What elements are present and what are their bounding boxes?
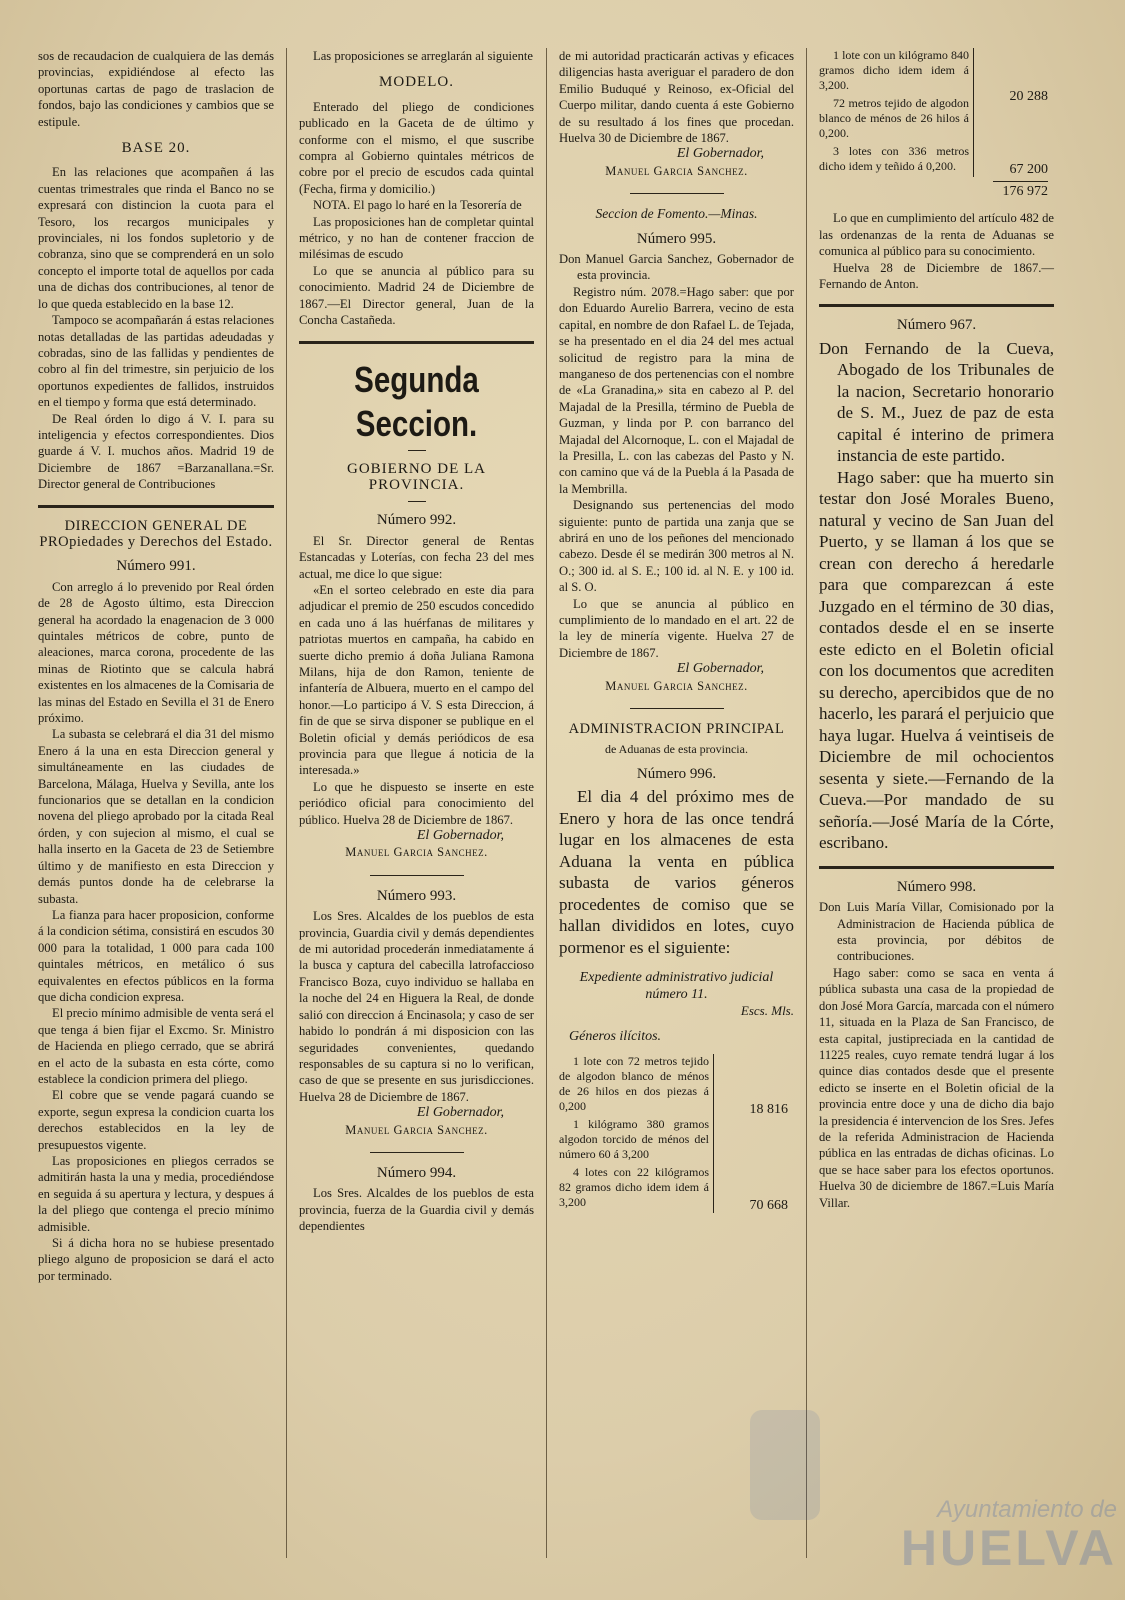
lot-amount: 18 816 <box>749 1101 788 1117</box>
signature-name: Manuel Garcia Sanchez. <box>605 678 748 693</box>
lot-row <box>559 1054 794 1165</box>
base-20-heading: BASE 20. <box>121 140 191 157</box>
section-heading-direccion: DIRECCION GENERAL DE PROpiedades y Derechos del Estado. <box>39 517 273 550</box>
paragraph: Lo que se anuncia al público para su conocimiento. Madrid 24 de Diciembre de 1867.—El Director general, Juan de la Concha Castañeda. <box>299 263 534 328</box>
paragraph: Designando sus pertenencias del modo siguiente: punto de partida una zanja que se abrirá en uno de los peñones del mencionado cabezo. Desde él se medirán 300 metros al N. O.; 300 id. al S. E.; 100 id. al N. E. y 100 id. al S. O. <box>559 498 794 595</box>
watermark-line: HUELVA <box>900 1520 1117 1576</box>
paragraph: Los Sres. Alcaldes de los pueblos de esta provincia, Guardia civil y demás dependientes de mi autoridad procederán inmediatamente á la busca y captura del cabecilla latrofaccioso Francisco Boza, cuyo individuo se hallaba en la noche del 24 en Higuera la Real, de donde salió con direccion á Encinasola; y caso de ser habido lo pondrán á mi disposicion con las seguridades convenientes, quedando responsables de su captura si no lo verifican, caso de que se presente en sus jurisdicciones. Huelva 28 de Diciembre de 1867. <box>299 909 534 1104</box>
divider <box>408 501 426 502</box>
lot-item: 4 lotes con 22 kilógramos 82 gramos dicho idem idem á 3,200 <box>559 1164 709 1209</box>
paragraph: Si á dicha hora no se hubiese presentado pliego alguno de proposicion se dará el acto por terminado. <box>38 1236 274 1283</box>
paragraph: Con arreglo á lo prevenido por Real órden de 28 de Agosto último, esta Direccion general ha acordado la enagenacion de 3 000 quintales métricos de cobre, punto de aleaciones, marca corona, procedente de las minas de Riotinto que se calcula habrá existentes en los almacenes de la Comisaria de las minas del Estado en Sevilla el 31 de Enero próximo. <box>38 579 274 726</box>
lot-description <box>819 144 974 177</box>
notice-body <box>559 786 794 958</box>
notice-number-996: Número 996. <box>636 765 717 782</box>
lot-description <box>819 48 974 144</box>
watermark-line: Ayuntamiento de <box>937 1496 1117 1523</box>
paragraph: Huelva 28 de Diciembre de 1867.—Fernando de Anton. <box>819 260 1054 292</box>
signature-name: Manuel Garcia Sanchez. <box>605 163 748 178</box>
notice-number-991: Número 991. <box>116 558 196 575</box>
signature-title: El Gobernador, <box>416 1105 504 1121</box>
notice-number-967: Número 967. <box>896 317 977 334</box>
paragraph: El Sr. Director general de Rentas Estancadas y Loterías, con fecha 23 del mes actual, me dice lo que sigue: <box>299 533 534 581</box>
paragraph: El cobre que se vende pagará cuando se exporte, segun expresa la condicion cuarta los derechos establecidos en la ley de presupuestos vigente. <box>38 1088 274 1152</box>
goods-heading: Géneros ilícitos. <box>569 1029 662 1045</box>
paragraph: La fianza para hacer proposicion, conforme á la condicion sétima, consistirá en escudos 30 000 para la totalidad, 1 000 para cada 100 quintales métricos, en metálico ó sus equivalentes en efectos públicos en la forma que dicha condicion expresa. <box>38 907 274 1004</box>
signature-title: El Gobernador, <box>416 828 504 844</box>
lot-amount: 67 200 <box>1009 162 1048 177</box>
section-heading-gobierno: GOBIERNO DE LA PROVINCIA. <box>347 460 486 493</box>
lot-row <box>819 48 1054 144</box>
paragraph: Los Sres. Alcaldes de los pueblos de esta provincia, fuerza de la Guardia civil y demás dependientes <box>299 1186 534 1234</box>
divider <box>819 866 1054 869</box>
divider <box>370 875 464 876</box>
lot-total: 176 972 <box>1002 184 1048 199</box>
paragraph: El precio mínimo admisible de venta será el que tenga á bien fijar el Excmo. Sr. Ministro de Hacienda en pliego cerrado, que se abrirá en el acto de la subasta en esta córte, como establece la condicion primera del pliego. <box>38 1006 274 1086</box>
column-1 <box>26 48 286 1558</box>
divider <box>630 708 724 709</box>
modelo-heading: MODELO. <box>379 74 454 91</box>
lot-amount: 70 668 <box>749 1197 788 1213</box>
divider <box>408 450 426 451</box>
lot-description <box>559 1165 714 1213</box>
notice-number-994: Número 994. <box>376 1164 457 1181</box>
paragraph: «En el sorteo celebrado en este dia para adjudicar el premio de 250 escudos concedido en cada uno á las huérfanas de militares y patriotas muertos en campaña, ha cabido en suerte dicho premio á doña Juliana Ramona Milans, hija de don Ramon, teniente de infantería de Albuera, muerto en el campo del honor.—Lo participo á V. S esta Direccion, á fin de que se sirva disponer se publique en el Boletin oficial y demás periódicos de esa provincia para que llegue á noticia de la interesada.» <box>299 582 534 778</box>
lot-item: 1 lote con un kilógramo 840 gramos dicho idem idem á 3,200. <box>819 48 969 92</box>
lot-description <box>559 1054 714 1165</box>
notice-number-992: Número 992. <box>376 512 457 529</box>
paragraph: Tampoco se acompañarán á estas relaciones notas detalladas de las partidas adeudadas y cobradas, sino de las fallidas y pendientes de cobro al fin del trimestre, sin perjuicio de los oportunos expedientes de fallidos, instruidos en el tiempo y forma que está determinado. <box>38 313 274 410</box>
paragraph: Enterado del pliego de condiciones publicado en la Gaceta de de último y conforme con el mismo, el que suscribe compra al Gobierno quintales métricos de cobre por el precio de escudos cada quintal (Fecha, firma y domicilio.) <box>299 99 534 196</box>
signature-name: Manuel Garcia Sanchez. <box>345 845 488 860</box>
lot-item: 3 lotes con 336 metros dicho idem y teñido á 0,200. <box>819 144 969 173</box>
paragraph: La subasta se celebrará el dia 31 del mismo Enero á la una en esta Direccion general y simultáneamente en las ciudades de Barcelona, Málaga, Huelva y Sevilla, ante los funcionarios que se detallan en la condicion novena del pliego aprobado por la citada Real órden, y con sujecion al mismo, el cual se halla inserto en la Gaceta de 23 de Setiembre último y de manifiesto en esta Direccion y demás puntos donde ha de celebrarse la subasta. <box>38 727 274 906</box>
lot-item: 72 metros tejido de algodon blanco de ménos de 26 hilos á 0,200. <box>819 96 969 140</box>
notice-body <box>819 338 1054 854</box>
divider <box>819 304 1054 307</box>
notice-number-998: Número 998. <box>896 878 977 895</box>
paragraph: Las proposiciones han de completar quintal métrico, y no han de contener fraccion de milésimas de escudo <box>299 214 534 262</box>
divider <box>299 341 534 344</box>
signature-title: El Gobernador, <box>676 661 764 677</box>
lot-item: 1 kilógramo 380 gramos algodon torcido de ménos del número 60 á 3,200 <box>559 1116 709 1161</box>
paragraph: En las relaciones que acompañen á las cuentas trimestrales que rinda el Banco no se expresará con distincion la cuota para el Tesoro, los recargos municipales y provinciales, ni los fondos supletorio y de cobranza, sino que se comprenderá en un solo concepto el importe total de aquellos por cada una de dichas dos contribuciones, al tenor de lo que queda establecido en la base 12. <box>38 165 274 311</box>
expediente-heading: Expediente administrativo judicial número 11. <box>579 970 774 1002</box>
signature-name: Manuel Garcia Sanchez. <box>345 1122 488 1137</box>
paragraph: Hago saber: que ha muerto sin testar don José Morales Bueno, natural y vecino de San Juan del Puerto, y se llaman á los que se crean con derecho á heredarle para que comparezcan á este Juzgado en el término de 30 dias, contados desde el en se inserte este edicto en el Boletin oficial con los documentos que acrediten su derecho, apercibidos que de no hacerlo, les parará el perjuicio que haya lugar. Huelva á veintiseis de Diciembre de mil ochocientos sesenta y siete.—Fernando de la Cueva.—Por mandado de su señoría.—José María de la Córte, escribano. <box>819 467 1054 853</box>
section-heading-fomento: Seccion de Fomento.—Minas. <box>595 206 758 222</box>
notice-number-993: Número 993. <box>376 887 457 904</box>
column-3 <box>546 48 806 1558</box>
divider <box>38 505 274 508</box>
total-rule <box>993 181 1048 182</box>
paragraph: Las proposiciones en pliegos cerrados se admitirán hasta la una y media, procediéndose en seguida á su apertura y lectura, y despues á la del pliego que contenga el precio mínimo admisible. <box>38 1154 274 1234</box>
paragraph: sos de recaudacion de cualquiera de las demás provincias, expidiéndose al efecto las oportunas cartas de pago de traslacion de fondos, bajo las condiciones y cambios que se estipule. <box>38 49 274 129</box>
library-seal-shadow <box>750 1410 820 1520</box>
notice-number-995: Número 995. <box>636 230 717 247</box>
lot-row <box>819 144 1054 177</box>
divider <box>630 193 724 194</box>
paragraph: Don Fernando de la Cueva, Abogado de los Tribunales de la nacion, Secretario honorario de S. M., Juez de paz de esta capital é interino de primera instancia de este partido. <box>819 338 1054 466</box>
divider <box>370 1152 464 1153</box>
section-heading-admin: ADMINISTRACION PRINCIPAL <box>568 721 785 738</box>
paragraph: Las proposiciones se arreglarán al siguiente <box>313 49 533 63</box>
lot-amount: 20 288 <box>1009 88 1048 104</box>
signature-title: El Gobernador, <box>676 146 764 162</box>
paragraph: Hago saber: como se saca en venta á pública subasta una casa de la propiedad de don José Mora García, marcada con el número 11, situada en la Plaza de San Francisco, de esta capital, justipreciada en la cantidad de 11225 reales, cuyo remate tendrá lugar á los quince dias contados desde que el presente edicto se inserte en el Boletin oficial de la provincia entre doce y una de dicho dia bajo la presidencia é intervencion de los Sres. Jefes de la referida Administracion de Hacienda pública en las entradas de dichas oficinas. Lo que se hace saber para los efectos oportunos. Huelva 30 de diciembre de 1867.=Luis María Villar. <box>819 965 1054 1210</box>
currency-heading: Escs. Mls. <box>740 1003 794 1019</box>
paragraph: Lo que en cumplimiento del artículo 482 de las ordenanzas de la renta de Aduanas se comunica al público para su conocimiento. <box>819 211 1054 259</box>
section-subheading: de Aduanas de esta provincia. <box>605 742 748 757</box>
lot-row <box>559 1165 794 1213</box>
lot-item: 1 lote con 72 metros tejido de algodon blanco de ménos de 26 hilos en dos piezas á 0,200 <box>559 1053 709 1113</box>
paragraph: Lo que he dispuesto se inserte en este periódico oficial para conocimiento del público. Huelva 28 de Diciembre de 1867. <box>299 779 534 827</box>
column-4 <box>806 48 1066 1558</box>
paragraph: Don Manuel Garcia Sanchez, Gobernador de esta provincia. <box>559 252 794 283</box>
paragraph: De Real órden lo digo á V. I. para su inteligencia y efectos correspondientes. Dios guarde á V. I. muchos años. Madrid 19 de Diciembre de 1867 =Barzanallana.=Sr. Director general de Contribuciones <box>38 411 274 492</box>
paragraph: Lo que se anuncia al público en cumplimiento de lo mandado en el art. 22 de la ley de minería vigente. Huelva 27 de Diciembre de 1867. <box>559 596 794 660</box>
paragraph: Registro núm. 2078.=Hago saber: que por don Eduardo Aurelio Barrera, vecino de esta capital, en nombre de don Rafael L. de Tejada, se ha presentado en el dia 24 del mes actual solicitud de registro para la mina de manganeso de dos pertenencias con el nombre de «La Granadina,» sita en cabezo al P. del Majadal de la Presilla, término de Puebla de Guzman, y linda por P. con barranco del Majadal del Alcornoque, L. con el Majadal de la Presilla, L. con las cabezas del Pasto y N. con camino que vá de la Puebla á la Pasada de la Membrilla. <box>559 284 794 496</box>
paragraph: NOTA. El pago lo haré en la Tesorería de <box>313 198 522 213</box>
paragraph: de mi autoridad practicarán activas y eficaces diligencias hasta averiguar el paradero de don Emilio Buduqué y Reinoso, ex-Oficial del Cuerpo militar, dando cuenta á este Gobierno de su resultado á los fines que procedan. Huelva 30 de Diciembre de 1867. <box>559 49 794 146</box>
paragraph: Don Luis María Villar, Comisionado por la Administracion de Hacienda pública de esta provincia, por débitos de contribuciones. <box>819 900 1054 964</box>
paragraph: El dia 4 del próximo mes de Enero y hora de las once tendrá lugar en los almacenes de esta Aduana la venta en pública subasta de varios géneros procedentes de comiso que se hallan divididos en lotes, cuyo pormenor es el siguiente: <box>559 787 794 957</box>
section-title-segunda: Segunda Seccion. <box>354 358 479 444</box>
column-2 <box>286 48 546 1558</box>
